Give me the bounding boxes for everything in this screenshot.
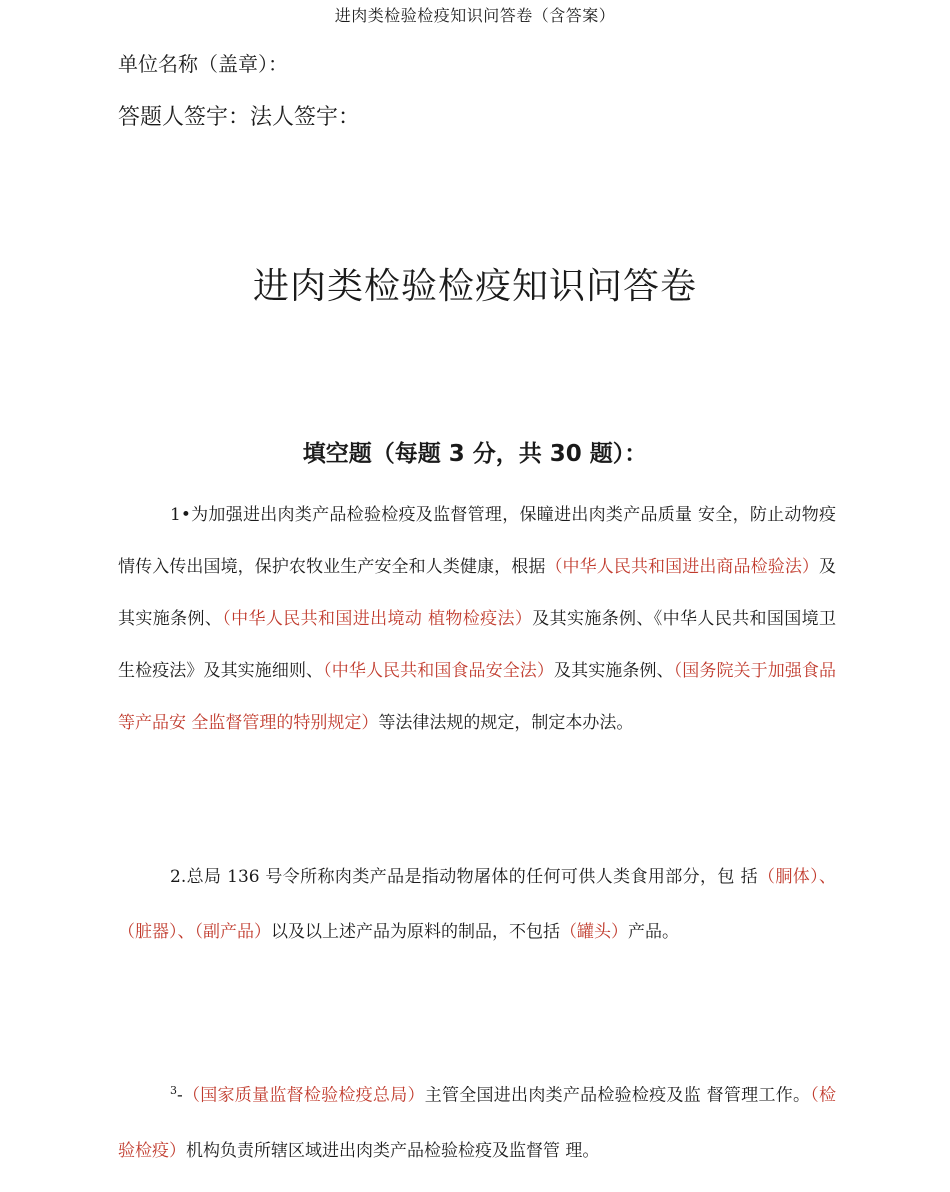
answer-text: （中华人民共和国食品安全法） (323, 661, 554, 681)
answer-text: （检验检疫） (118, 1085, 837, 1161)
answer-text: （副产品） (194, 922, 271, 942)
answer-text: （中华人民共和国进出商品检验法） (545, 557, 820, 577)
question-text: 及其实施条例、 (554, 661, 674, 681)
answer-text: （国务院关于加强食品等产品安 全监督管理的特别规定） (118, 661, 837, 733)
answer-text: （国家质量监督检验检疫总局） (182, 1085, 425, 1106)
answer-text: （罐头） (560, 922, 628, 942)
question-number: 3 (170, 1084, 177, 1097)
question-1 (118, 489, 836, 749)
question-dash: - (177, 1085, 183, 1106)
signature-field: 答题人签宇：法人签宇： (118, 105, 361, 130)
question-text: 及其实施条例、《中华人民共和国国境卫生检疫法》及其实施细则、 (118, 609, 837, 681)
section-title: 填空题（每题 3 分，共 30 题）： (302, 441, 648, 467)
question-text: 机构负责所辖区域进出肉类产品检验检疫及监督管 理。 (186, 1140, 600, 1161)
answer-text: （脏器） (118, 922, 178, 942)
question-2 (118, 850, 836, 960)
page-header: 进肉类检验检疫知识问答卷（含答案） (334, 6, 616, 25)
question-text: 以及以上述产品为原料的制品，不包括 (271, 922, 560, 942)
question-text: 等法律法规的规定，制定本办法。 (378, 713, 634, 733)
question-text: 主管全国进出肉类产品检验检疫及监 督管理工作。 (424, 1085, 811, 1106)
question-text: 1•为加强进出肉类产品检验检疫及监督管理，保瞳进出肉类产品质量 安全，防止动物疫情传入传出国境，保护农牧业生产安全和人类健康，根据 (118, 505, 836, 577)
question-3 (118, 1063, 836, 1179)
question-text: 及其实施条例、 (118, 557, 837, 629)
separator: 、 (177, 922, 195, 942)
document-title: 进肉类检验检疫知识问答卷 (252, 266, 697, 307)
question-text: 产品。 (628, 922, 679, 942)
answer-text: （中华人民共和国进出境动 植物检疫法） (222, 609, 533, 629)
separator: 、 (819, 867, 836, 887)
question-text: 2.总局 136 号令所称肉类产品是指动物屠体的任何可供人类食用部分，包 括 (170, 867, 758, 887)
answer-text: （胴体） (757, 867, 819, 887)
unit-name-field: 单位名称（盖章）： (118, 52, 288, 76)
